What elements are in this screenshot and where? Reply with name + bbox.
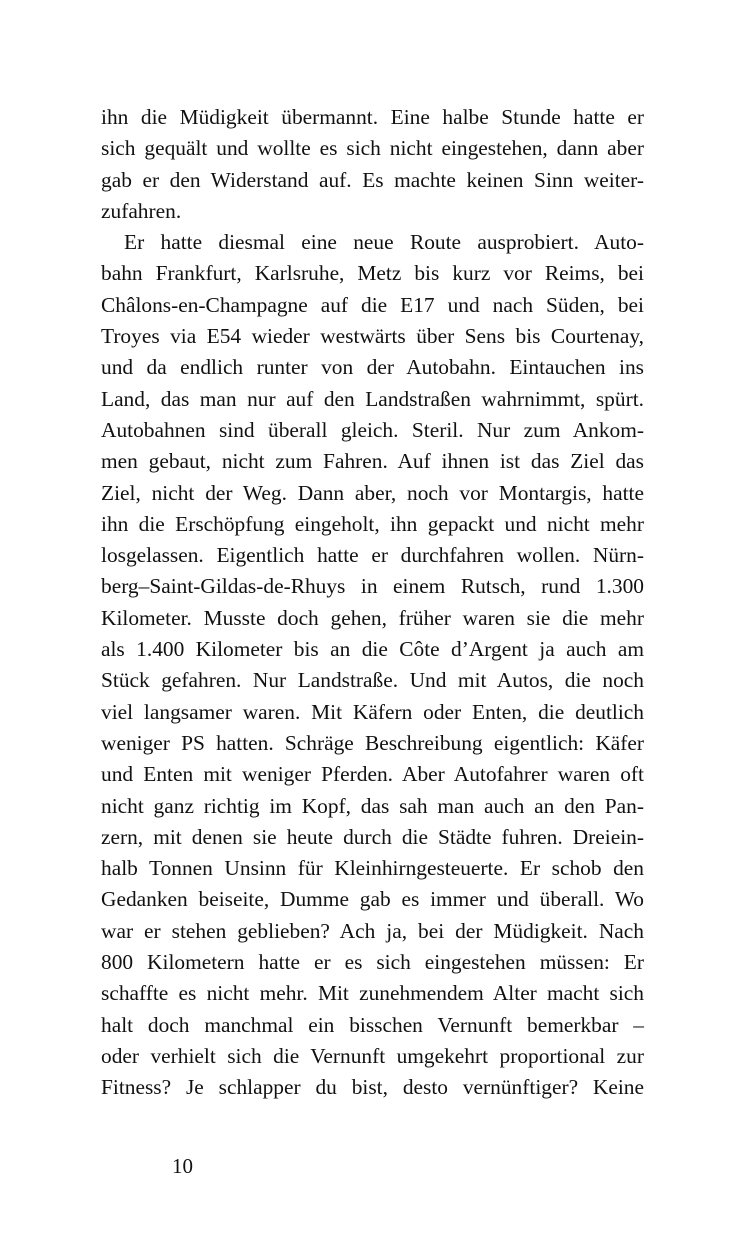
paragraph-2 (101, 227, 644, 1103)
text-line: Ziel, nicht der Weg. Dann aber, noch vor Montargis, hatte (101, 480, 644, 505)
text-line: Stück gefahren. Nur Landstraße. Und mit Autos, die noch (101, 668, 644, 693)
text-line: halt doch manchmal ein bisschen Vernunft bemerkbar – (101, 1012, 644, 1037)
text-line: als 1.400 Kilometer bis an die Côte d’Argent ja auch am (101, 637, 644, 662)
text-line: men gebaut, nicht zum Fahren. Auf ihnen ist das Ziel das (101, 449, 644, 474)
text-line: schaffte es nicht mehr. Mit zunehmendem Alter macht sich (101, 981, 644, 1006)
paragraph-1 (101, 102, 644, 227)
text-line: Fitness? Je schlapper du bist, desto vernünftiger? Keine (101, 1075, 644, 1100)
text-line: weniger PS hatten. Schräge Beschreibung eigentlich: Käfer (101, 730, 644, 755)
text-line: oder verhielt sich die Vernunft umgekehrt proportional zur (101, 1043, 644, 1068)
text-line: Châlons-en-Champagne auf die E17 und nach Süden, bei (101, 292, 644, 317)
text-line: 800 Kilometern hatte er es sich eingestehen müssen: Er (101, 950, 644, 975)
text-line: berg–Saint-Gildas-de-Rhuys in einem Rutsch, rund 1.300 (101, 574, 644, 599)
text-line: sich gequält und wollte es sich nicht eingestehen, dann aber (101, 136, 644, 161)
text-line: halb Tonnen Unsinn für Kleinhirngesteuerte. Er schob den (101, 856, 644, 881)
text-line: bahn Frankfurt, Karlsruhe, Metz bis kurz vor Reims, bei (101, 261, 644, 286)
text-line: zufahren. (101, 198, 182, 223)
text-line: war er stehen geblieben? Ach ja, bei der Müdigkeit. Nach (101, 918, 644, 943)
text-line: nicht ganz richtig im Kopf, das sah man auch an den Pan- (101, 793, 644, 818)
text-line: viel langsamer waren. Mit Käfern oder Enten, die deutlich (101, 699, 644, 724)
text-line: Er hatte diesmal eine neue Route ausprobiert. Auto- (124, 230, 644, 255)
text-line: Autobahnen sind überall gleich. Steril. Nur zum Ankom- (101, 417, 644, 442)
text-line: ihn die Müdigkeit übermannt. Eine halbe Stunde hatte er (101, 105, 644, 129)
text-line: Gedanken beiseite, Dumme gab es immer und überall. Wo (101, 887, 644, 912)
text-line: gab er den Widerstand auf. Es machte keinen Sinn weiter- (101, 167, 644, 192)
text-line: losgelassen. Eigentlich hatte er durchfahren wollen. Nürn- (101, 543, 644, 568)
text-line: Troyes via E54 wieder westwärts über Sens bis Courtenay, (101, 324, 644, 349)
body-text (101, 102, 644, 1104)
text-line: zern, mit denen sie heute durch die Städte fuhren. Dreiein- (101, 824, 644, 849)
page-number: 10 (172, 1154, 193, 1178)
text-line: und da endlich runter von der Autobahn. Eintauchen ins (101, 355, 644, 380)
text-line: ihn die Erschöpfung eingeholt, ihn gepackt und nicht mehr (101, 511, 644, 536)
text-line: und Enten mit weniger Pferden. Aber Autofahrer waren oft (101, 762, 644, 787)
text-line: Kilometer. Musste doch gehen, früher waren sie die mehr (101, 605, 644, 630)
text-line: Land, das man nur auf den Landstraßen wahrnimmt, spürt. (101, 386, 644, 411)
